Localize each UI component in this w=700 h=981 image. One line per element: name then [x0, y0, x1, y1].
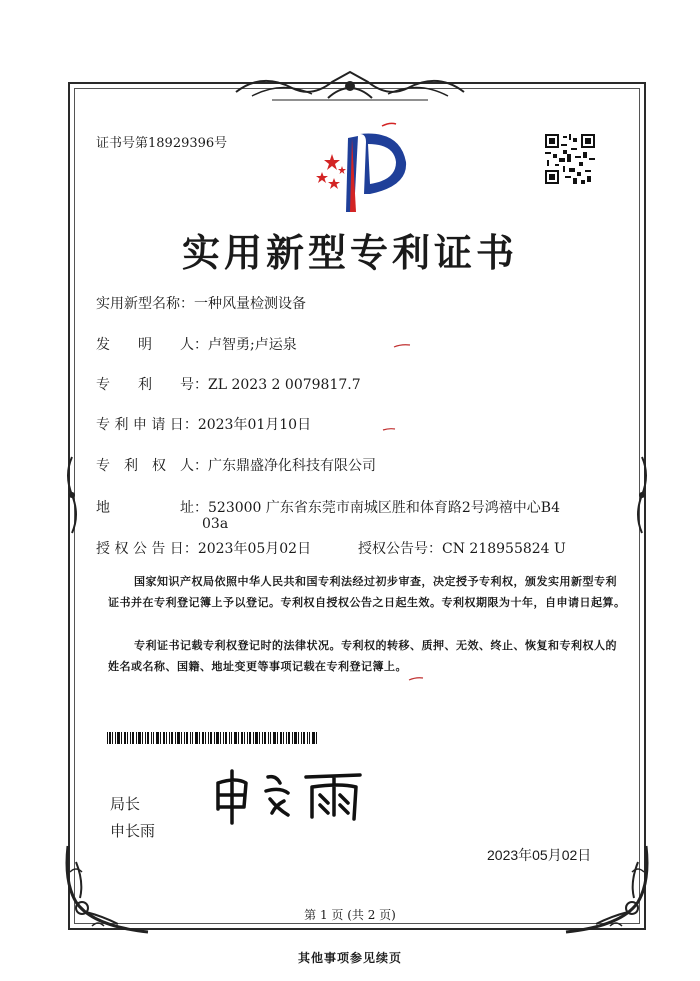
field-name: 实用新型名称：一种风量检测设备	[96, 293, 306, 313]
field-grant-date: 授 权 公 告 日：2023年05月02日	[96, 538, 311, 558]
field-grant-no-value: CN 218955824 U	[442, 541, 566, 557]
field-grant-no-label: 授权公告号	[358, 541, 428, 557]
decorative-red-mark	[408, 676, 424, 682]
field-inventor: 发 明 人：卢智勇;卢运泉	[96, 334, 297, 354]
top-ornament	[232, 70, 468, 104]
handwritten-signature	[210, 765, 370, 825]
field-patent-no-label: 专 利 号	[96, 377, 194, 393]
patent-office-emblem	[308, 120, 412, 216]
document-title: 实用新型专利证书	[181, 231, 518, 275]
barcode	[107, 732, 317, 744]
field-inventor-label: 发 明 人	[96, 337, 194, 353]
field-inventor-value: 卢智勇;卢运泉	[208, 337, 297, 353]
field-patent-no: 专 利 号：ZL 2023 2 0079817.7	[96, 374, 361, 394]
field-filing-date-value: 2023年01月10日	[197, 417, 312, 433]
paragraph-legal-status: 专利证书记载专利权登记时的法律状况。专利权的转移、质押、无效、终止、恢复和专利权人的姓名或名称、国籍、地址变更等事项记载在专利登记簿上。	[108, 639, 617, 673]
decorative-red-mark	[382, 427, 396, 432]
field-patent-no-value: ZL 2023 2 0079817.7	[208, 377, 361, 393]
field-patentee-value: 广东鼎盛净化科技有限公司	[208, 458, 376, 474]
director-title: 局长	[110, 795, 141, 813]
qr-code	[545, 134, 595, 184]
certificate-number: 证书号第18929396号	[96, 136, 228, 151]
field-filing-date-label: 专 利 申 请 日	[96, 417, 184, 433]
field-patentee-label: 专 利 权 人	[96, 458, 194, 474]
field-address-line2: 03a	[202, 516, 229, 532]
director-name: 申长雨	[110, 822, 156, 840]
field-name-value: 一种风量检测设备	[194, 296, 306, 312]
paragraph-grant: 国家知识产权局依照中华人民共和国专利法经过初步审查，决定授予专利权，颁发实用新型专利证书并在专利登记簿上予以登记。专利权自授权公告之日起生效。专利权期限为十年，自申请日起算。	[108, 575, 626, 609]
right-ornament	[632, 455, 652, 535]
field-filing-date: 专 利 申 请 日：2023年01月10日	[96, 414, 311, 434]
page-indicator: 第 1 页 (共 2 页)	[304, 908, 396, 922]
field-patentee: 专 利 权 人：广东鼎盛净化科技有限公司	[96, 455, 376, 475]
continuation-note: 其他事项参见续页	[297, 951, 402, 965]
decorative-red-mark	[393, 343, 411, 349]
field-grant-date-value: 2023年05月02日	[197, 541, 312, 557]
left-ornament	[62, 455, 82, 535]
field-name-label: 实用新型名称	[96, 296, 180, 312]
field-address-label: 地 址	[96, 500, 194, 516]
field-grant-no: 授权公告号：CN 218955824 U	[358, 538, 566, 558]
field-address: 地 址：523000 广东省东莞市南城区胜和体育路2号鸿禧中心B4	[96, 497, 560, 517]
field-grant-date-label: 授 权 公 告 日	[96, 541, 184, 557]
field-address-value: 523000 广东省东莞市南城区胜和体育路2号鸿禧中心B4	[208, 500, 560, 516]
issue-date: 2023年05月02日	[487, 847, 592, 863]
